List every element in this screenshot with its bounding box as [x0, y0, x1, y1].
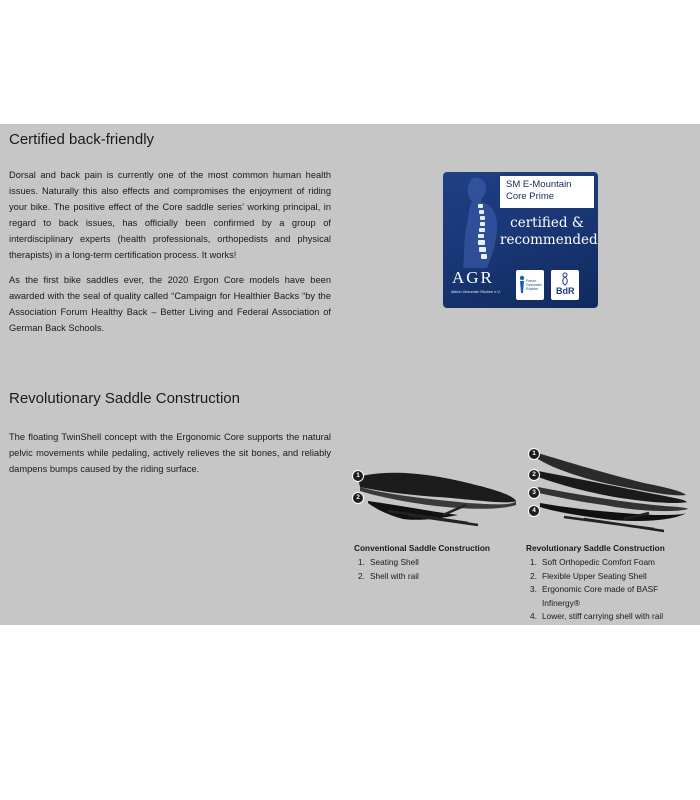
bdr-logo	[551, 270, 579, 300]
list-number: 4.	[530, 611, 537, 621]
list-item	[358, 556, 508, 570]
list-item	[530, 583, 680, 610]
list-number: 2.	[530, 570, 537, 581]
marker-revolutionary-4: 4	[528, 505, 540, 517]
badge-certified-text	[500, 215, 598, 249]
certified-paragraph-1: Dorsal and back pain is currently one of the most common human health issues. Naturally this also effects and compromises the enjoyment of riding your bike. The positive effect of the Core saddle series’ working principal, in regard to back issues, has officially been confirmed by a group of interdisciplinary experts (health professionals, orthopedists and physical therapists) in a long-term certification process. It works!	[9, 170, 331, 260]
revolutionary-caption-list	[530, 556, 680, 624]
list-number: 1.	[530, 557, 537, 567]
revolutionary-caption-title: Revolutionary Saddle Construction	[526, 543, 665, 553]
list-number: 1.	[358, 557, 365, 567]
list-number: 3.	[530, 584, 537, 594]
list-number: 2.	[358, 570, 365, 581]
bdr-figure-icon	[558, 272, 572, 286]
marker-conventional-2: 2	[352, 492, 364, 504]
list-item	[530, 570, 680, 584]
marker-conventional-1: 1	[352, 470, 364, 482]
list-text: Lower, stiff carrying shell with rail	[542, 611, 664, 621]
list-text: Soft Orthopedic Comfort Foam	[542, 557, 655, 567]
marker-revolutionary-2: 2	[528, 469, 540, 481]
agr-logo: AGR	[452, 268, 494, 287]
forum-text-2: Gesunder	[526, 283, 542, 288]
forum-logo	[516, 270, 544, 300]
list-text: Seating Shell	[370, 557, 419, 567]
list-item	[358, 570, 508, 584]
certified-paragraph-2: As the first bike saddles ever, the 2020 Ergon Core models have been awarded with the seal of quality called “Campaign for Healthier Backs “by the Association Forum Healthy Back – Better Living and Federal Association of German Back Schools.	[9, 275, 331, 333]
forum-logo-text	[526, 279, 542, 292]
construction-heading: Revolutionary Saddle Construction	[9, 390, 240, 407]
list-item	[530, 556, 680, 570]
conventional-caption-list	[358, 556, 508, 583]
revolutionary-saddle-illustration	[524, 447, 694, 537]
marker-revolutionary-3: 3	[528, 487, 540, 499]
certification-badge	[443, 172, 598, 308]
badge-product-label	[500, 176, 594, 208]
badge-cert-line-1: certified &	[510, 215, 584, 231]
marker-revolutionary-1: 1	[528, 448, 540, 460]
certified-heading: Certified back-friendly	[9, 131, 155, 148]
list-text: Shell with rail	[370, 570, 419, 581]
badge-cert-line-2: recommended	[500, 232, 598, 248]
forum-text-1: Forum	[526, 279, 537, 283]
conventional-saddle-illustration	[348, 465, 523, 535]
badge-product-line-2: Core Prime	[506, 190, 555, 202]
construction-paragraph: The floating TwinShell concept with the Ergonomic Core supports the natural pelvic movements while pedaling, actively relieves the sit bones, and reliably dampens bumps caused by the riding surface.	[9, 432, 331, 474]
forum-text-3: Rücken	[526, 287, 539, 292]
list-text: Flexible Upper Seating Shell	[542, 570, 647, 581]
badge-product-line-1: SM E-Mountain	[506, 179, 572, 190]
conventional-caption-title: Conventional Saddle Construction	[354, 543, 490, 553]
list-text: Ergonomic Core made of BASF Infinergy®	[542, 584, 659, 608]
bdr-text: BdR	[556, 286, 575, 296]
list-item	[530, 610, 680, 624]
agr-subtitle: Aktion Gesunder Rücken e.V.	[451, 290, 501, 294]
